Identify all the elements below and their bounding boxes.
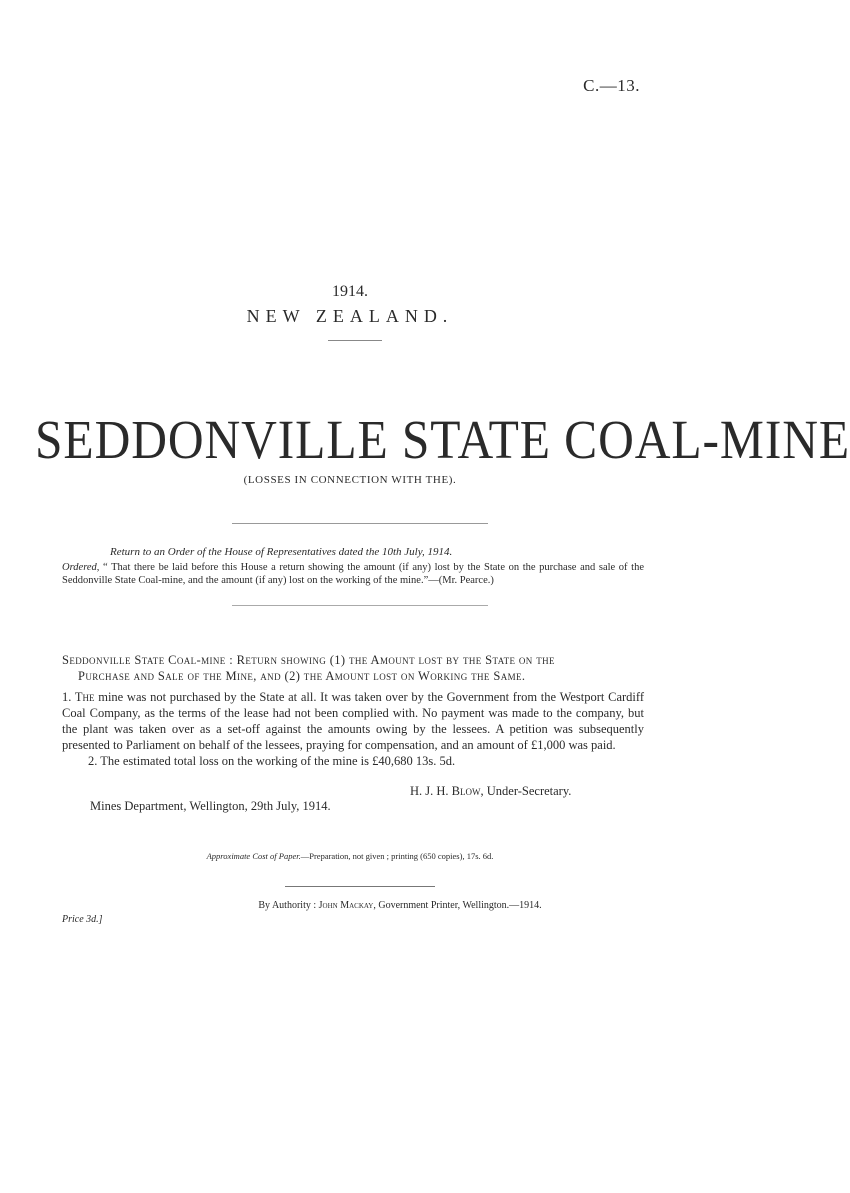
return-order-line: Return to an Order of the House of Representatives dated the 10th July, 1914. [110, 546, 453, 558]
signatory-name: H. J. H. Blow, [410, 784, 484, 798]
order-label: Ordered, [62, 562, 100, 573]
country: NEW ZEALAND. [246, 306, 454, 326]
paragraph-1 [62, 689, 644, 753]
printer-name: John Mackay, [318, 900, 376, 911]
divider [232, 523, 488, 524]
cost-note [0, 851, 700, 861]
divider [285, 886, 435, 887]
heading-line-2: Purchase and Sale of the Mine, and (2) the Amount lost on Working the Same. [78, 669, 526, 683]
document-reference: C.—13. [583, 76, 640, 95]
order-text: “ That there be laid before this House a return showing the amount (if any) lost by the State on the purchase and sale of the Seddonville State Coal-mine, and the amount (if any) lost on the working of the mine.”—(Mr. Pearce.) [62, 562, 644, 586]
imprint-suffix: Government Printer, Wellington.—1914. [375, 900, 542, 911]
order-paragraph [62, 561, 644, 587]
divider [328, 340, 382, 341]
cost-label: Approximate Cost of Paper. [206, 851, 301, 861]
body-text [62, 689, 644, 769]
signature [410, 784, 571, 799]
divider [232, 605, 488, 606]
heading-line-1: Seddonville State Coal-mine : Return showing (1) the Amount lost by the State on the [62, 653, 555, 667]
paragraph-2: 2. The estimated total loss on the working of the mine is £40,680 13s. 5d. [88, 754, 456, 768]
printer-imprint [0, 900, 700, 911]
year: 1914. [332, 283, 368, 300]
paragraph-1-lead: 1. The [62, 690, 95, 704]
price: Price 3d.] [62, 914, 103, 925]
subtitle: (LOSSES IN CONNECTION WITH THE). [243, 474, 457, 486]
page-title: SEDDONVILLE STATE COAL-MINE [35, 409, 850, 470]
cost-text: —Preparation, not given ; printing (650 copies), 17s. 6d. [300, 851, 494, 861]
paragraph-1-text: mine was not purchased by the State at all. It was taken over by the Government from the Westport Cardiff Coal Company, as the terms of the lease had not been complied with. No payment was made to the company, but the plant was taken over as a set-off against the amounts owing by the lessees. A petition was subsequently presented to Parliament on behalf of the lessees, praying for compensation, and an amount of £1,000 was paid. [62, 690, 644, 752]
return-heading [62, 652, 644, 684]
signatory-title: Under-Secretary. [483, 784, 572, 798]
dateline: Mines Department, Wellington, 29th July, 1914. [90, 799, 331, 813]
imprint-prefix: By Authority : [258, 900, 319, 911]
